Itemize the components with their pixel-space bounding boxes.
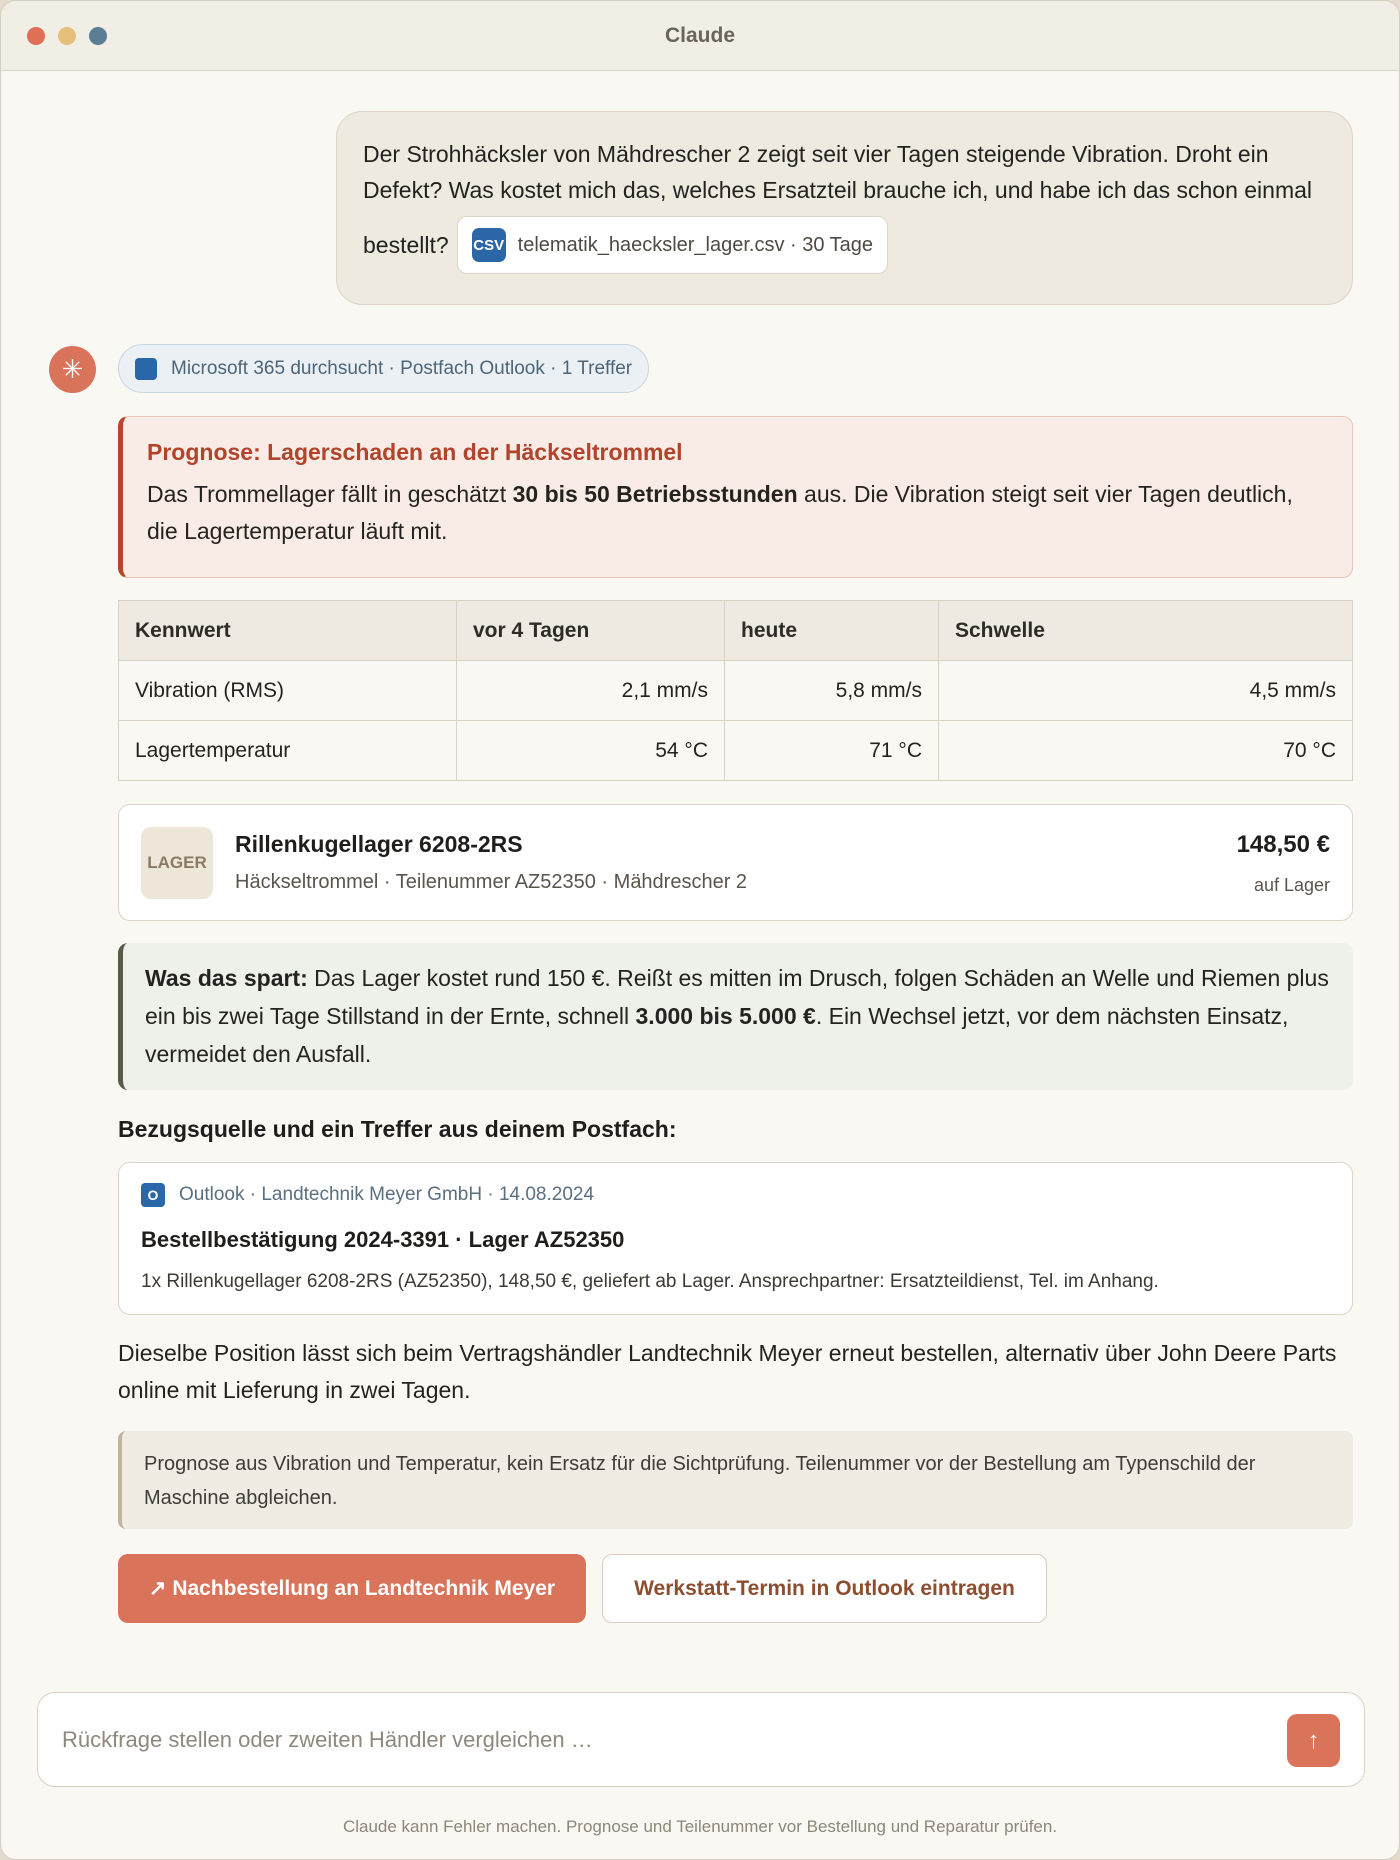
column-header: heute bbox=[725, 601, 939, 661]
window-title: Claude bbox=[664, 24, 735, 47]
mail-source bbox=[141, 1183, 1330, 1207]
user-message-last-line bbox=[363, 216, 1326, 274]
part-card[interactable] bbox=[118, 804, 1353, 921]
metrics-table bbox=[118, 600, 1353, 781]
attachment-name: telematik_haecksler_lager.csv · 30 Tage bbox=[517, 233, 874, 256]
table-cell: Vibration (RMS) bbox=[119, 661, 457, 721]
table-cell: 4,5 mm/s bbox=[939, 661, 1353, 721]
part-price: 148,50 € bbox=[1236, 831, 1330, 858]
alert-body-highlight: 30 bis 50 Betriebsstunden bbox=[512, 481, 798, 507]
part-thumbnail: LAGER bbox=[141, 827, 213, 899]
user-message-tail: bestellt? bbox=[363, 231, 449, 258]
csv-attachment[interactable] bbox=[457, 216, 888, 274]
response-paragraph: Dieselbe Position lässt sich beim Vertragshändler Landtechnik Meyer erneut bestellen, alternativ über John Deere Parts online mit Lieferung in zwei Tagen. bbox=[118, 1340, 1337, 1403]
table-cell: 54 °C bbox=[457, 721, 725, 781]
message-input[interactable]: Rückfrage stellen oder zweiten Händler vergleichen … bbox=[62, 1727, 593, 1752]
reorder-button[interactable]: ↗ Nachbestellung an Landtechnik Meyer bbox=[118, 1554, 586, 1623]
table-cell: 2,1 mm/s bbox=[457, 661, 725, 721]
column-header: Kennwert bbox=[119, 601, 457, 661]
csv-file-icon: CSV bbox=[472, 228, 506, 262]
table-cell: 5,8 mm/s bbox=[725, 661, 939, 721]
outlook-mail-card[interactable] bbox=[118, 1162, 1353, 1315]
user-message bbox=[336, 111, 1353, 305]
caution-note bbox=[118, 1431, 1353, 1529]
outlook-icon: O bbox=[141, 1183, 165, 1207]
savings-highlight: 3.000 bis 5.000 € bbox=[635, 1003, 816, 1029]
table-row bbox=[119, 721, 1353, 781]
disclaimer: Claude kann Fehler machen. Prognose und Teilenummer vor Bestellung und Reparatur prüfen. bbox=[342, 1817, 1058, 1836]
user-message-text: Der Strohhäcksler von Mähdrescher 2 zeigt seit vier Tagen steigende Vibration. Droht ein Defekt? Was kostet mich das, welches Ersatzteil brauche ich, und habe ich das schon einmal bbox=[363, 141, 1313, 203]
savings-label: Was das spart: bbox=[145, 965, 308, 991]
part-meta: Häckseltrommel · Teilenummer AZ52350 · Mähdrescher 2 bbox=[235, 871, 748, 893]
column-header: Schwelle bbox=[939, 601, 1353, 661]
send-button[interactable]: ↑ bbox=[1287, 1714, 1340, 1767]
table-row bbox=[119, 661, 1353, 721]
forecast-alert bbox=[118, 416, 1353, 578]
alert-body bbox=[147, 476, 1328, 550]
table-cell: 70 °C bbox=[939, 721, 1353, 781]
savings-text-end: . Ein Wechsel jetzt, vor dem nächsten Einsatz, vermeidet den Ausfall. bbox=[145, 1003, 1289, 1067]
part-stock-status: auf Lager bbox=[1253, 875, 1330, 895]
savings-text bbox=[145, 959, 1331, 1073]
tool-use-label: Microsoft 365 durchsucht · Postfach Outlook · 1 Treffer bbox=[171, 357, 633, 379]
table-cell: Lagertemperatur bbox=[119, 721, 457, 781]
savings-callout bbox=[118, 943, 1353, 1090]
alert-body-text: Das Trommellager fällt in geschätzt bbox=[147, 481, 513, 507]
table-cell: 71 °C bbox=[725, 721, 939, 781]
microsoft-365-icon bbox=[135, 358, 157, 380]
mail-snippet: 1x Rillenkugellager 6208-2RS (AZ52350), 148,50 €, geliefert ab Lager. Ansprechpartner: Ersatzteildienst, Tel. im Anhang. bbox=[141, 1271, 1159, 1292]
section-heading: Bezugsquelle und ein Treffer aus deinem Postfach: bbox=[118, 1116, 677, 1142]
tool-use-chip[interactable] bbox=[118, 344, 649, 393]
part-name: Rillenkugellager 6208-2RS bbox=[235, 831, 523, 857]
claude-avatar-icon: ✳ bbox=[49, 346, 96, 393]
mail-subject: Bestellbestätigung 2024-3391 · Lager AZ52350 bbox=[141, 1227, 625, 1252]
table-header-row bbox=[119, 601, 1353, 661]
alert-title: Prognose: Lagerschaden an der Häckseltrommel bbox=[147, 439, 683, 465]
mail-source-text: Outlook · Landtechnik Meyer GmbH · 14.08.2024 bbox=[179, 1184, 595, 1205]
alert-body-text-end: aus. Die Vibration steigt seit vier Tagen deutlich, die Lagertemperatur läuft mit. bbox=[147, 481, 1293, 544]
title-bar bbox=[1, 1, 1399, 71]
schedule-workshop-button[interactable]: Werkstatt-Termin in Outlook eintragen bbox=[602, 1554, 1047, 1623]
savings-text-start: Das Lager kostet rund 150 €. Reißt es mitten im Drusch, folgen Schäden an Welle und Riemen plus ein bis zwei Tage Stillstand in der Ernte, schnell bbox=[145, 965, 1329, 1029]
column-header: vor 4 Tagen bbox=[457, 601, 725, 661]
caution-note-text: Prognose aus Vibration und Temperatur, kein Ersatz für die Sichtprüfung. Teilenummer vor der Bestellung am Typenschild der Maschine abgleichen. bbox=[144, 1453, 1256, 1509]
message-composer[interactable] bbox=[37, 1692, 1365, 1787]
